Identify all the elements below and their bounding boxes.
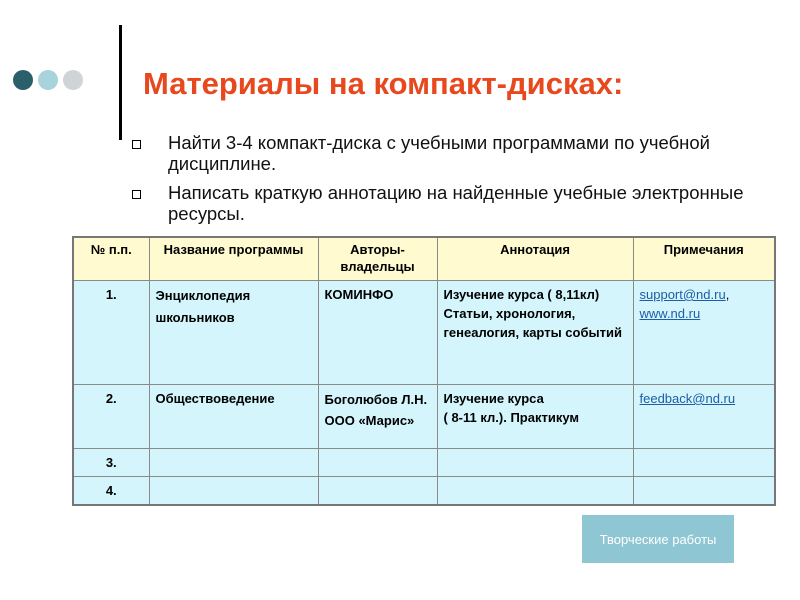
table-row xyxy=(73,477,775,506)
empty-cell xyxy=(437,477,633,506)
decorative-dots xyxy=(13,70,83,90)
program-notes xyxy=(633,281,775,385)
website-link[interactable]: www.nd.ru xyxy=(639,306,701,321)
title-divider xyxy=(119,25,122,140)
empty-cell xyxy=(149,449,318,477)
program-authors: Боголюбов Л.Н. ООО «Марис» xyxy=(318,385,437,449)
square-bullet-icon xyxy=(132,190,141,199)
header-annotation: Аннотация xyxy=(437,237,633,281)
materials-table xyxy=(72,236,776,506)
table-row xyxy=(73,385,775,449)
table-row xyxy=(73,449,775,477)
slide-title: Материалы на компакт-дисках: xyxy=(143,66,624,101)
program-annotation xyxy=(437,281,633,385)
creative-works-button[interactable]: Творческие работы xyxy=(582,515,734,563)
annotation-line: Изучение курса ( 8,11кл) xyxy=(443,287,600,302)
row-number: 1. xyxy=(73,281,149,385)
annotation-line: Изучение курса xyxy=(443,391,544,406)
empty-cell xyxy=(149,477,318,506)
header-notes: Примечания xyxy=(633,237,775,281)
header-program-name: Название программы xyxy=(149,237,318,281)
bullet-item xyxy=(132,132,752,174)
bullet-item xyxy=(132,182,752,224)
row-number: 3. xyxy=(73,449,149,477)
program-name: Энциклопедия школьников xyxy=(149,281,318,385)
email-link[interactable]: feedback@nd.ru xyxy=(639,391,736,406)
row-number: 2. xyxy=(73,385,149,449)
annotation-line: Статьи, хронология, генеалогия, карты событий xyxy=(443,306,622,340)
bullet-dot-dark xyxy=(13,70,33,90)
square-bullet-icon xyxy=(132,140,141,149)
table-row xyxy=(73,281,775,385)
program-authors: КОМИНФО xyxy=(318,281,437,385)
empty-cell xyxy=(633,449,775,477)
bullet-dot-gray xyxy=(63,70,83,90)
annotation-line: ( 8-11 кл.). Практикум xyxy=(443,410,580,425)
header-number: № п.п. xyxy=(73,237,149,281)
link-separator: , xyxy=(725,287,730,302)
program-name: Обществоведение xyxy=(149,385,318,449)
bullet-text: Найти 3-4 компакт-диска с учебными программами по учебной дисциплине. xyxy=(168,132,711,174)
header-authors: Авторы- владельцы xyxy=(318,237,437,281)
bullet-dot-light xyxy=(38,70,58,90)
empty-cell xyxy=(318,449,437,477)
bullet-text: Написать краткую аннотацию на найденные учебные электронные ресурсы. xyxy=(168,182,744,224)
empty-cell xyxy=(437,449,633,477)
bullet-list xyxy=(132,132,752,232)
program-notes xyxy=(633,385,775,449)
row-number: 4. xyxy=(73,477,149,506)
empty-cell xyxy=(318,477,437,506)
empty-cell xyxy=(633,477,775,506)
table-header-row xyxy=(73,237,775,281)
email-link[interactable]: support@nd.ru xyxy=(639,287,726,302)
program-annotation xyxy=(437,385,633,449)
